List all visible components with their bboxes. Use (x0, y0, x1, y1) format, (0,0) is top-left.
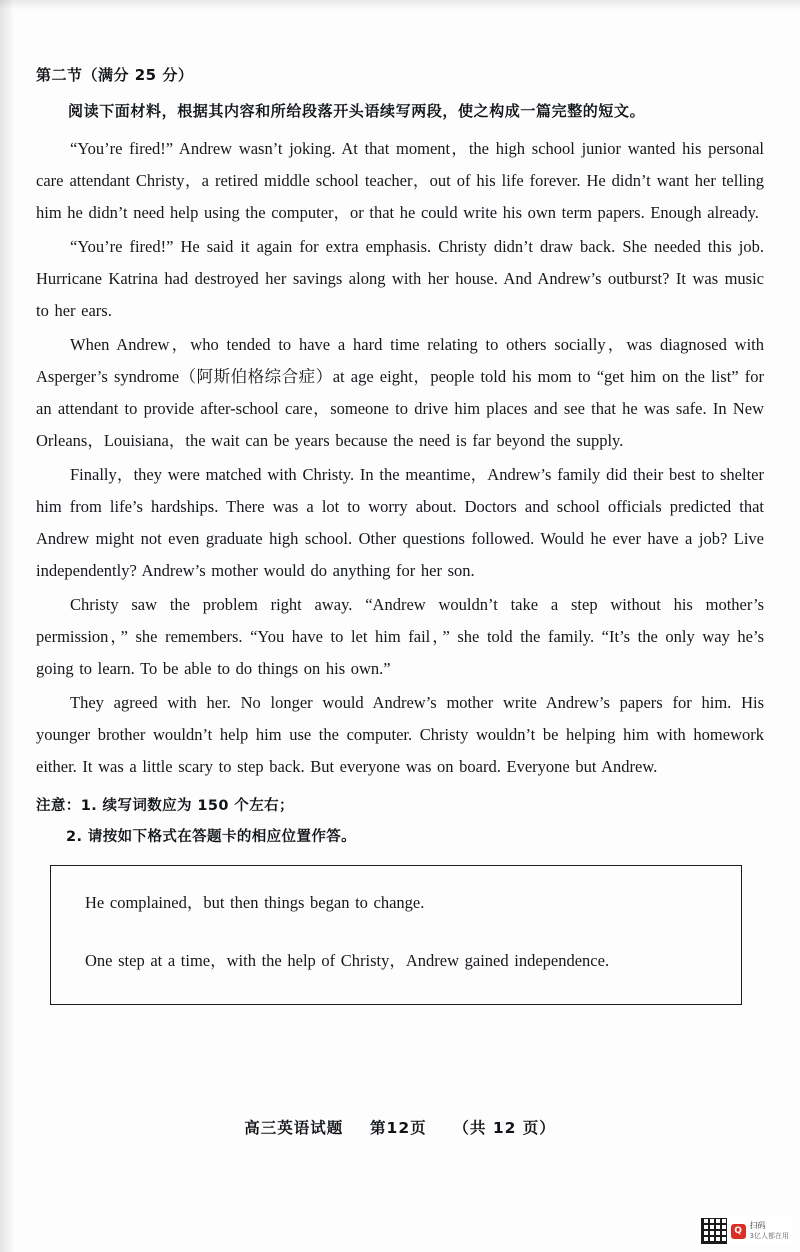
section-header: 第二节（满分 25 分） (36, 66, 194, 84)
passage-paragraph-6: They agreed with her. No longer would Andrew’s mother write Andrew’s papers for him. His younger brother wouldn’t help him use the computer. Christy wouldn’t be helping him with homework either. It was a little scary to step back. But everyone was on board. Everyone but Andrew. (36, 693, 764, 776)
note-line-2: 2. 请按如下格式在答题卡的相应位置作答。 (66, 829, 357, 845)
footer-page-number: 第12页 (370, 1119, 427, 1137)
watermark-label (750, 1221, 789, 1241)
page-content (36, 64, 764, 1005)
answer-starter-line-2: One step at a time，with the help of Christy，Andrew gained independence. (85, 951, 610, 970)
answer-starter-line-1: He complained，but then things began to change. (85, 893, 425, 912)
page-edge-shadow-top (0, 0, 800, 10)
page-edge-shadow-left (0, 0, 14, 1252)
footer-subject: 高三英语试题 (244, 1119, 344, 1137)
watermark-sub-text: 3亿人都在用 (749, 1232, 789, 1240)
qr-code-icon (701, 1218, 727, 1244)
chinese-instruction: 阅读下面材料，根据其内容和所给段落开头语续写两段，使之构成一篇完整的短文。 (68, 102, 646, 120)
notes-block (36, 791, 764, 853)
scan-watermark (698, 1216, 792, 1246)
note-line-1: 注意：1. 续写词数应为 150 个左右； (36, 798, 294, 814)
passage-paragraph-2: “You’re fired!” He said it again for extra emphasis. Christy didn’t draw back. She needed this job. Hurricane Katrina had destroyed her savings along with her house. And Andrew’s outburst? It was music to her ears. (36, 237, 764, 320)
watermark-label-text: 扫码 (749, 1221, 766, 1230)
passage-paragraph-5: Christy saw the problem right away. “Andrew wouldn’t take a step without his mother’s permission，” she remembers. “You have to let him fail，” she told the family. “It’s the only way he’s going to learn. To be able to do things on his own.” (36, 595, 764, 678)
passage-paragraph-3: When Andrew，who tended to have a hard time relating to others socially，was diagnosed with Asperger’s syndrome（阿斯伯格综合症）at age eight，people told his mom to “get him on the list” for an attendant to provide after-school care，someone to drive him places and see that he was safe. In New Orleans，Louisiana，the wait can be years because the need is far beyond the supply. (36, 335, 764, 450)
answer-format-box (50, 865, 742, 1005)
passage-paragraph-4: Finally，they were matched with Christy. In the meantime，Andrew’s family did their best to shelter him from life’s hardships. There was a lot to worry about. Doctors and school officials predicted that Andrew might not even graduate high school. Other questions followed. Would he ever have a job? Live independently? Andrew’s mother would do anything for her son. (36, 465, 764, 580)
passage-paragraph-1: “You’re fired!” Andrew wasn’t joking. At that moment，the high school junior wanted his personal care attendant Christy，a retired middle school teacher，out of his life forever. He didn’t want her telling him he didn’t need help using the computer，or that he could write his own term papers. Enough already. (36, 139, 764, 222)
page-footer (0, 1116, 800, 1138)
app-badge-icon: Q (731, 1224, 746, 1239)
footer-total-pages: （共 12 页） (453, 1119, 556, 1137)
